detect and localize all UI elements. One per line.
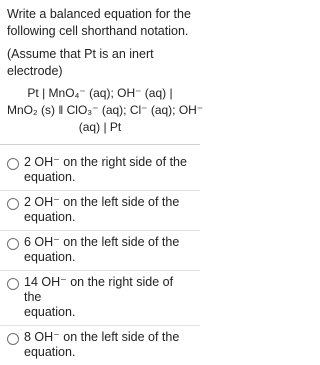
answer-option-text-line2: equation. bbox=[24, 250, 76, 264]
radio-button-icon[interactable] bbox=[7, 238, 19, 250]
cell-notation-line2: MnO₂ (s) ‖ ClO₃⁻ (aq); Cl⁻ (aq); OH⁻ bbox=[7, 103, 204, 117]
answer-option-label bbox=[24, 275, 193, 320]
answer-option-text-line1: 2 OH⁻ on the right side of the bbox=[24, 155, 187, 169]
answer-option-1[interactable] bbox=[0, 151, 200, 191]
answer-option-2[interactable] bbox=[0, 191, 200, 231]
answer-option-3[interactable] bbox=[0, 231, 200, 271]
question-prompt bbox=[0, 0, 204, 136]
radio-button-icon[interactable] bbox=[7, 158, 19, 170]
answer-option-label bbox=[24, 235, 179, 265]
answer-options bbox=[0, 145, 200, 365]
answer-option-label bbox=[24, 155, 187, 185]
answer-option-text-line2: equation. bbox=[24, 305, 76, 319]
answer-option-text-line2: equation. bbox=[24, 345, 76, 359]
answer-option-text-line1: 8 OH⁻ on the left side of the bbox=[24, 330, 180, 344]
answer-option-label bbox=[24, 195, 179, 225]
answer-option-text-line2: equation. bbox=[24, 210, 76, 224]
answer-option-text-line1: 6 OH⁻ on the left side of the bbox=[24, 235, 180, 249]
answer-option-4[interactable] bbox=[0, 271, 200, 326]
question-text-line1: Write a balanced equation for the bbox=[7, 7, 191, 21]
cell-notation bbox=[7, 85, 204, 136]
cell-notation-line1: Pt | MnO₄⁻ (aq); OH⁻ (aq) | bbox=[27, 86, 173, 100]
radio-button-icon[interactable] bbox=[7, 278, 19, 290]
answer-option-text-line1: 2 OH⁻ on the left side of the bbox=[24, 195, 180, 209]
cell-notation-line3: (aq) | Pt bbox=[78, 120, 122, 134]
answer-option-text-line1: 14 OH⁻ on the right side of the bbox=[24, 275, 174, 304]
radio-button-icon[interactable] bbox=[7, 198, 19, 210]
assumption-note: (Assume that Pt is an inert electrode) bbox=[7, 47, 154, 78]
answer-option-5[interactable] bbox=[0, 326, 200, 365]
answer-option-text-line2: equation. bbox=[24, 170, 76, 184]
question-text-line2: following cell shorthand notation. bbox=[7, 23, 189, 38]
